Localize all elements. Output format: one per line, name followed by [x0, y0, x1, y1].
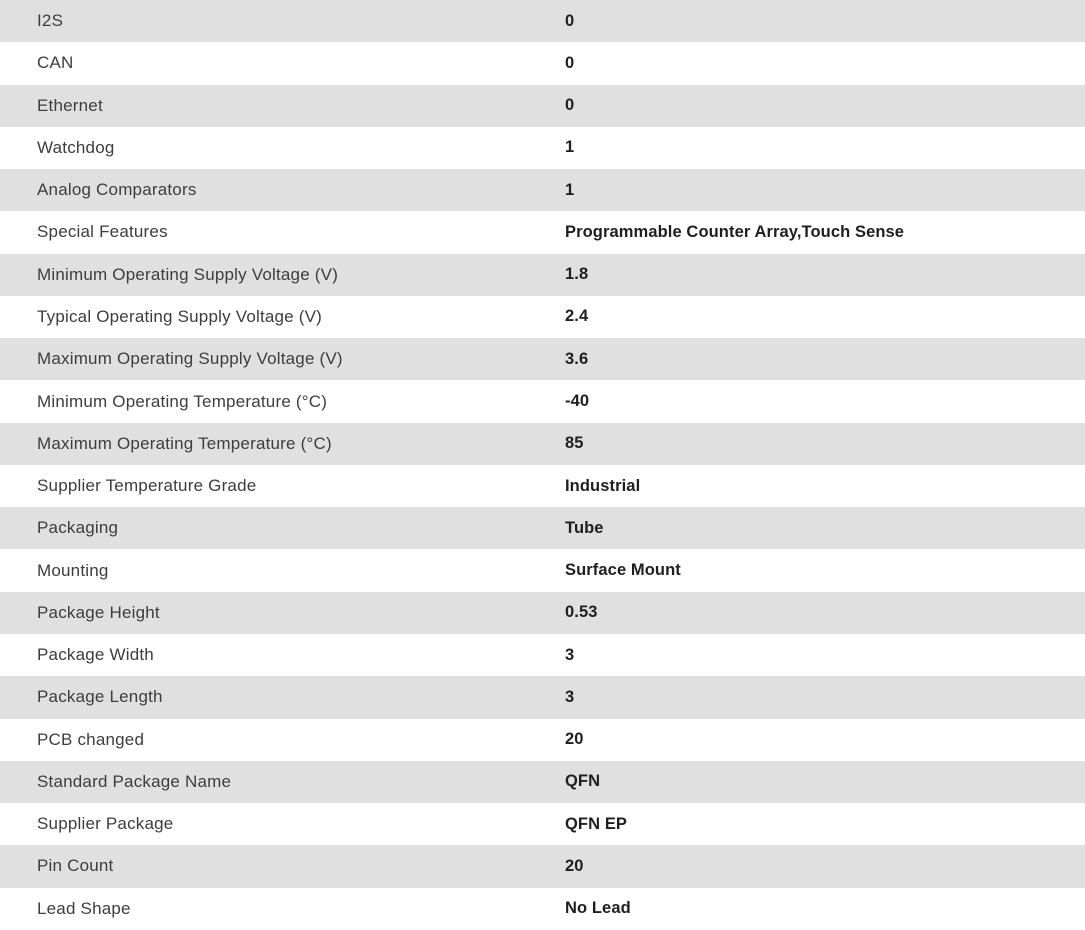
spec-attribute-label: Packaging [37, 518, 119, 538]
spec-attribute-label: Minimum Operating Temperature (°C) [37, 391, 328, 411]
spec-row [0, 42, 1085, 84]
spec-row [0, 549, 1085, 591]
spec-row [0, 127, 1085, 169]
spec-attribute-label: Lead Shape [37, 898, 131, 918]
spec-row [0, 254, 1085, 296]
spec-attribute-value: Industrial [565, 476, 641, 495]
spec-attribute-label: Standard Package Name [37, 771, 232, 791]
spec-attribute-value: 0 [565, 53, 575, 72]
spec-attribute-label: Maximum Operating Supply Voltage (V) [37, 349, 343, 369]
spec-attribute-value: Surface Mount [565, 561, 681, 580]
spec-attribute-value: 3 [565, 687, 575, 706]
spec-attribute-value: QFN EP [565, 814, 628, 833]
spec-attribute-label: CAN [37, 53, 74, 73]
spec-attribute-value: 1 [565, 180, 575, 199]
spec-attribute-label: Package Length [37, 687, 163, 707]
spec-row [0, 465, 1085, 507]
spec-attribute-value: 0.53 [565, 603, 598, 622]
spec-row [0, 296, 1085, 338]
spec-row [0, 85, 1085, 127]
spec-row [0, 845, 1085, 887]
spec-attribute-value: 20 [565, 730, 584, 749]
spec-attribute-label: Minimum Operating Supply Voltage (V) [37, 264, 339, 284]
spec-attribute-value: 3 [565, 645, 575, 664]
spec-attribute-value: 1 [565, 138, 575, 157]
spec-attribute-value: -40 [565, 392, 590, 411]
spec-attribute-value: QFN [565, 772, 601, 791]
spec-attribute-value: 2.4 [565, 307, 589, 326]
spec-row [0, 803, 1085, 845]
spec-attribute-label: Typical Operating Supply Voltage (V) [37, 306, 323, 326]
spec-row [0, 169, 1085, 211]
spec-attribute-label: Supplier Package [37, 814, 174, 834]
spec-attribute-value: 1.8 [565, 265, 589, 284]
spec-row [0, 592, 1085, 634]
spec-row [0, 211, 1085, 253]
spec-attribute-value: 0 [565, 96, 575, 115]
spec-attribute-label: Ethernet [37, 95, 103, 115]
spec-row [0, 423, 1085, 465]
spec-attribute-label: Maximum Operating Temperature (°C) [37, 433, 332, 453]
spec-row [0, 380, 1085, 422]
spec-attribute-label: Package Width [37, 645, 154, 665]
spec-row [0, 507, 1085, 549]
spec-row [0, 888, 1085, 930]
spec-row [0, 719, 1085, 761]
spec-attribute-label: Analog Comparators [37, 180, 197, 200]
spec-attribute-label: Mounting [37, 560, 109, 580]
spec-attribute-label: PCB changed [37, 729, 145, 749]
spec-attribute-label: Supplier Temperature Grade [37, 476, 257, 496]
spec-row [0, 761, 1085, 803]
spec-attribute-value: 3.6 [565, 349, 589, 368]
spec-row [0, 634, 1085, 676]
spec-row [0, 338, 1085, 380]
spec-attribute-label: Special Features [37, 222, 168, 242]
spec-attribute-value: 0 [565, 11, 575, 30]
spec-attribute-value: Programmable Counter Array,Touch Sense [565, 222, 905, 241]
spec-attribute-value: No Lead [565, 899, 631, 918]
spec-attribute-label: I2S [37, 11, 64, 31]
spec-attribute-value: 85 [565, 434, 584, 453]
spec-row [0, 0, 1085, 42]
spec-attribute-value: Tube [565, 518, 604, 537]
spec-attribute-label: Package Height [37, 602, 160, 622]
spec-attribute-label: Pin Count [37, 856, 114, 876]
spec-attribute-value: 20 [565, 856, 584, 875]
spec-attribute-label: Watchdog [37, 137, 115, 157]
spec-row [0, 676, 1085, 718]
